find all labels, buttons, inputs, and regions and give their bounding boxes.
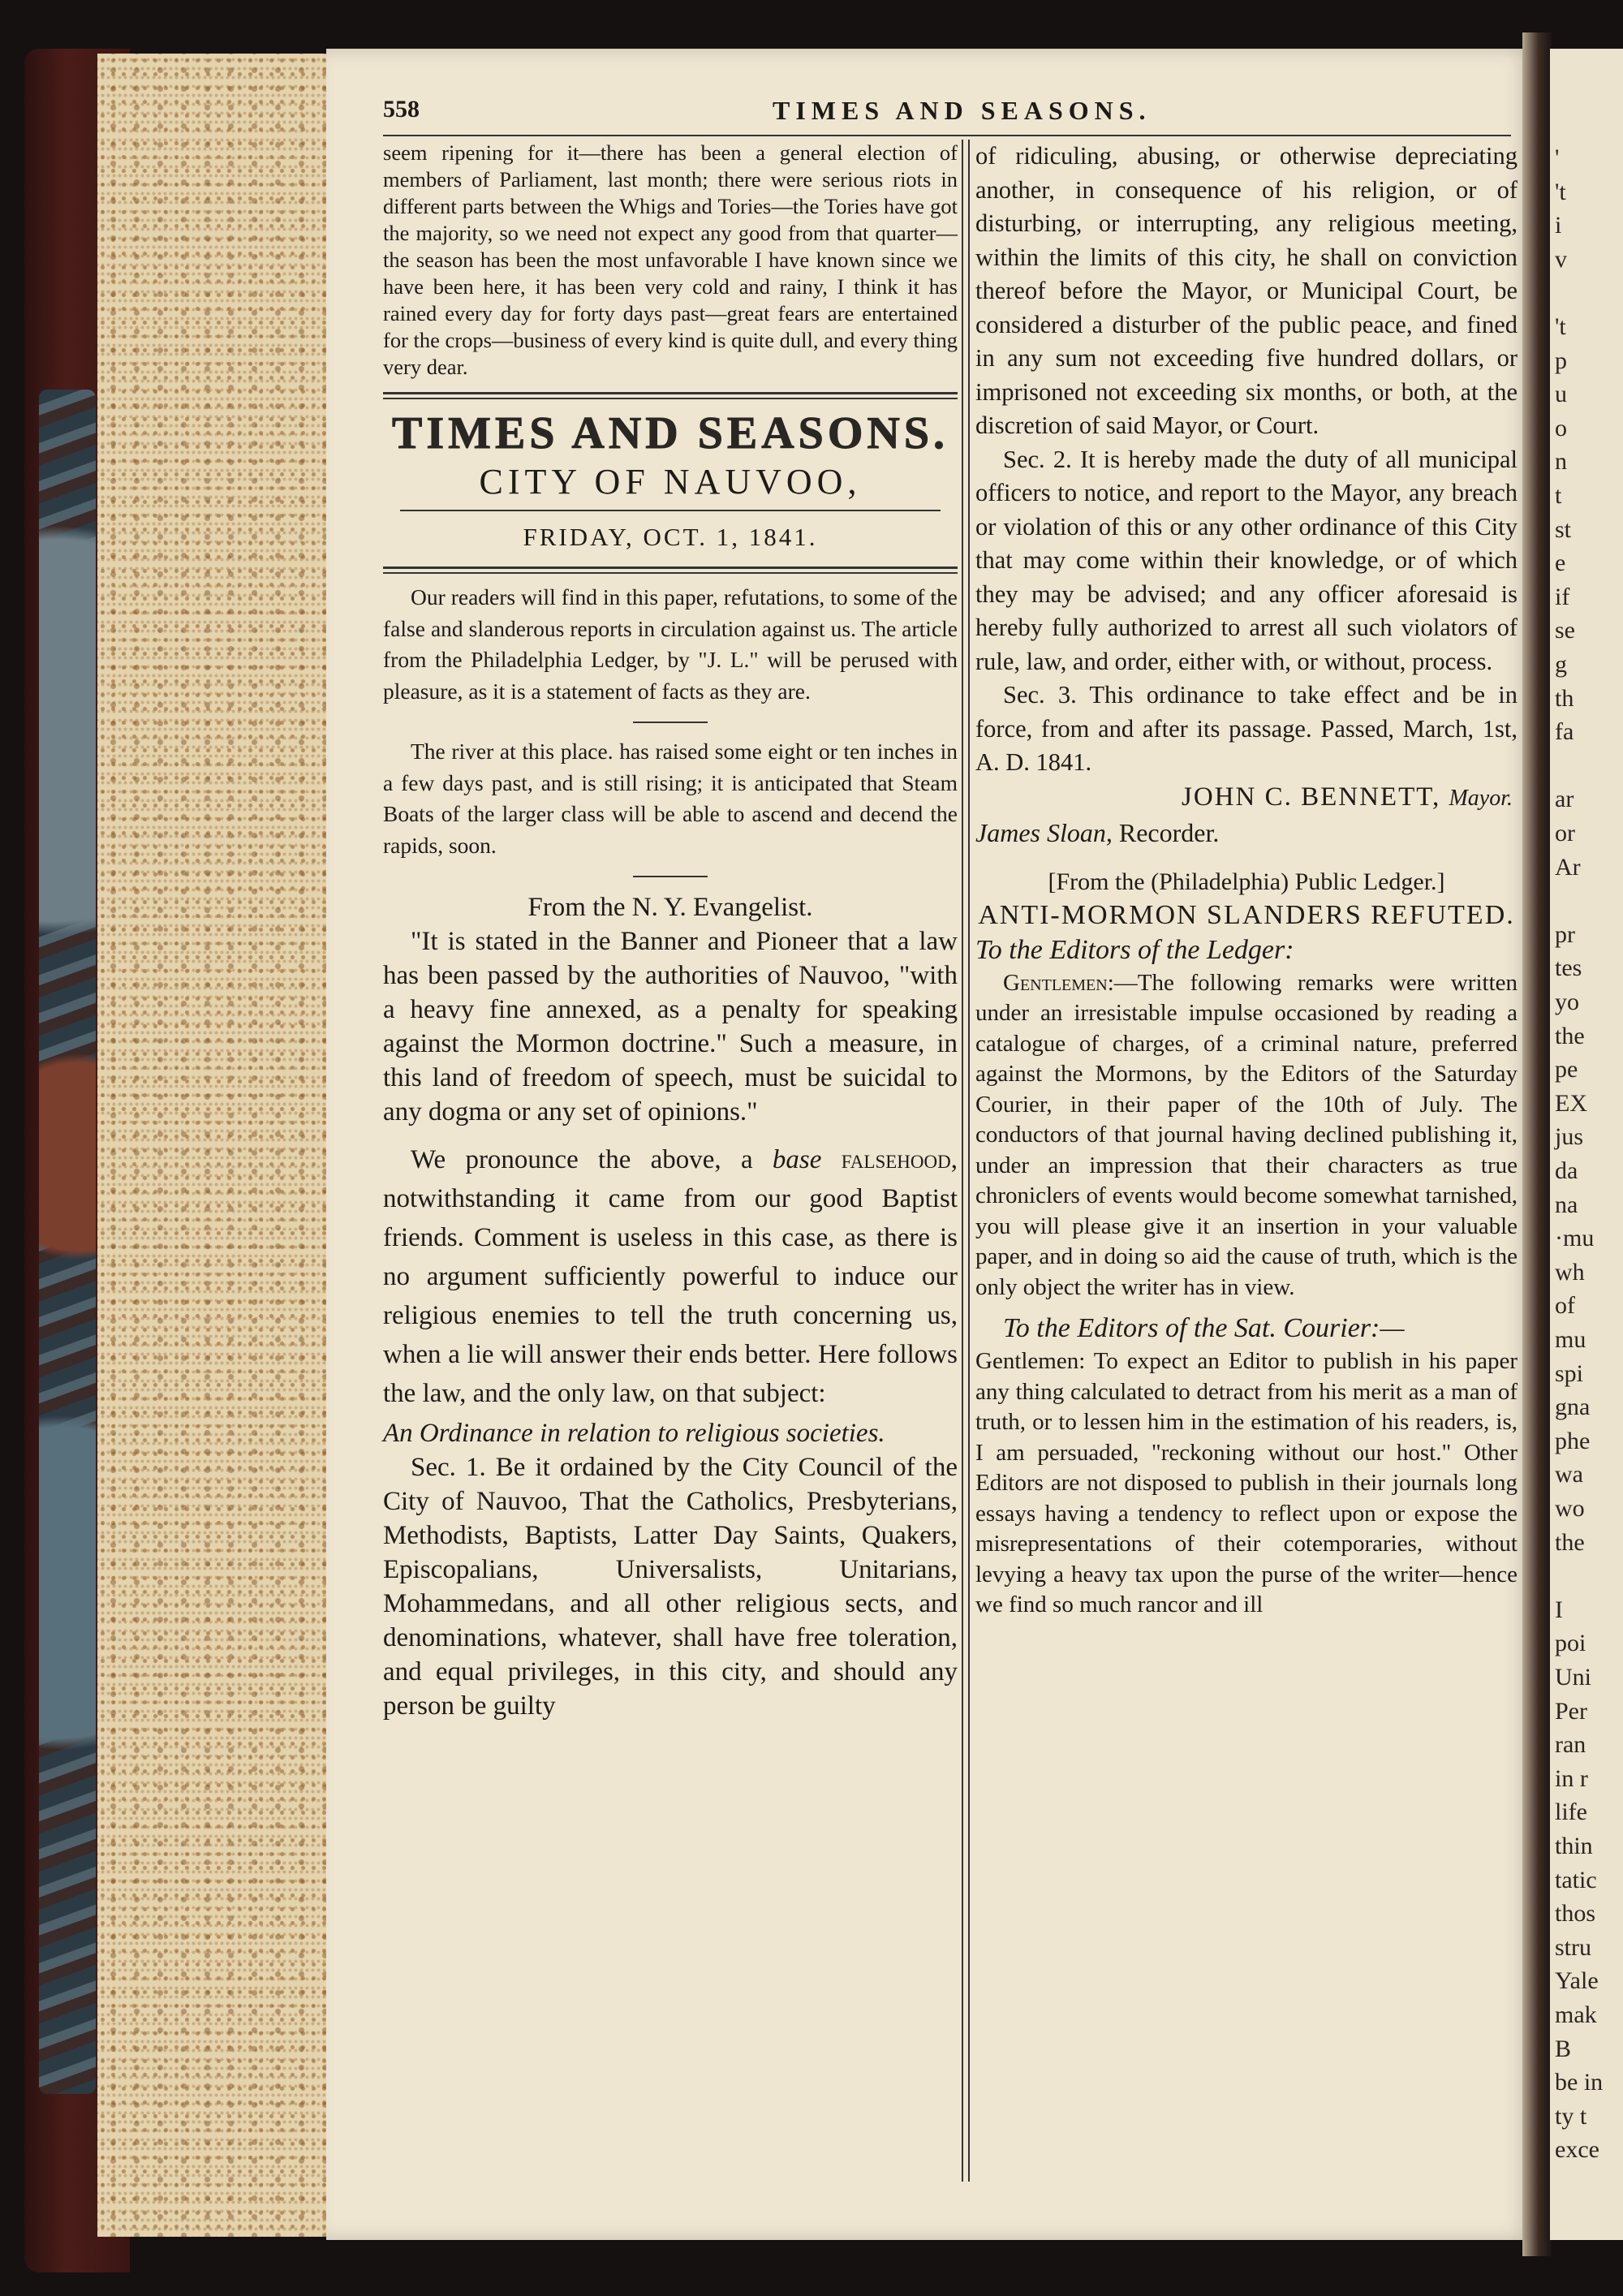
ordinance-sec-3: Sec. 3. This ordinance to take effect and be in force, from and after its passage. Passed, March, 1st, A. D. 1841. [975, 681, 1518, 776]
facing-page-fragment: na [1555, 1191, 1578, 1218]
facing-page-fragment: ty t [1555, 2102, 1587, 2130]
section-rule [633, 876, 708, 877]
facing-page-fragment: e [1555, 549, 1566, 577]
facing-page-fragment: i [1555, 212, 1562, 239]
facing-page-fragment: t [1555, 482, 1562, 509]
facing-page-fragment: exce [1555, 2136, 1599, 2164]
facing-page-fragment: stru [1555, 1933, 1591, 1961]
facing-page-fragment: the [1555, 1528, 1585, 1556]
double-rule [383, 392, 958, 399]
evangelist-quote: "It is stated in the Banner and Pioneer that a law has been passed by the authorities of Nauvoo, "with a heavy fine annexed, as a penalty for speaking against the Mormon doctrine." Such a measure, in this land of freedom of speech, must be suicidal to any dogma or any set of opinions." [383, 927, 958, 1126]
article-title: ANTI-MORMON SLANDERS REFUTED. [978, 899, 1515, 930]
courier-letter: Gentlemen: To expect an Editor to publish in his paper any thing calculated to detract from his merit as a man of truth, or to lessen him in the estimation of his readers, is, I am persuaded, "reckoning without our host." Other Editors are not disposed to publish in their journals long essays having a tendency to reflect upon or expose the misrepresentations of their cotemporaries, without levying a heavy tax upon the purse of the writer—hence we find so much rancor and ill [975, 1348, 1518, 1618]
facing-page-fragment: g [1555, 651, 1567, 678]
facing-page-fragment: of [1555, 1292, 1575, 1320]
facing-page-fragment: thos [1555, 1900, 1596, 1928]
facing-page-fragment: o [1555, 414, 1567, 442]
facing-page-fragment: be in [1555, 2069, 1604, 2096]
facing-page-fragment: spi [1555, 1359, 1584, 1387]
masthead-city: CITY OF NAUVOO, [479, 462, 862, 502]
double-rule [383, 566, 958, 574]
facing-page-fragment: B [1555, 2035, 1572, 2062]
response-falsehood: falsehood, [841, 1145, 958, 1174]
response-paragraph [383, 1140, 958, 1413]
facing-page-fragment: Yale [1555, 1967, 1599, 1995]
recorder-line [975, 816, 1518, 850]
dateline: FRIDAY, OCT. 1, 1841. [523, 523, 818, 551]
salutation-ledger: To the Editors of the Ledger: [975, 934, 1294, 965]
facing-page-fragment: mak [1555, 2001, 1597, 2028]
ordinance-sec-1-continued: of ridiculing, abusing, or otherwise depreciating another, in consequence of his religion, or of disturbing, or interrupting, any religious meeting, within the limits of this city, he shall on conviction thereof before the Mayor, or Municipal Court, be considered a disturber of the public peace, and fined in any sum not exceeding five hundred dollars, or imprisoned not exceeding six months, or both, at the discretion of said Mayor, or Court. [975, 142, 1518, 439]
facing-page-fragment: tes [1555, 954, 1582, 982]
salutation-label: Gentlemen: [1003, 969, 1114, 996]
ordinance-title: An Ordinance in relation to religious societies. [383, 1419, 885, 1448]
paragraph-readers: Our readers will find in this paper, refutations, to some of the false and slanderous reports in circulation against us. The article from the Philadelphia Ledger, by "J. L." will be perused with pleasure, as it is a statement of facts as they are. [383, 584, 958, 704]
mayor-name: JOHN C. BENNETT, [1182, 782, 1441, 812]
response-text: We pronounce the above, a [411, 1145, 753, 1174]
facing-page-fragment: wh [1555, 1258, 1585, 1286]
facing-page-fragment: wa [1555, 1461, 1583, 1488]
facing-page-fragment: Uni [1555, 1664, 1591, 1691]
facing-page-fragment: 't [1555, 178, 1566, 205]
ordinance-sec-2: Sec. 2. It is hereby made the duty of all municipal officers to notice, and report to the Mayor, any breach or violation of this or any other ordinance of this City that may come within their knowledge, or of which they may be advised; and any officer aforesaid is hereby fully authorized to arrest all such violators of rule, law, and order, either with, or without, process. [975, 445, 1518, 675]
facing-page-fragment: u [1555, 381, 1567, 408]
right-column [975, 140, 1518, 1621]
facing-page-fragment: if [1555, 583, 1570, 610]
facing-page-fragment: 't [1555, 313, 1566, 340]
facing-page-fragment: pr [1555, 920, 1575, 948]
facing-page-fragment: pe [1555, 1056, 1578, 1083]
facing-page-fragment: st [1555, 515, 1572, 543]
running-title: TIMES AND SEASONS. [773, 96, 1152, 125]
facing-page-fragment: da [1555, 1157, 1578, 1184]
running-header [383, 96, 1519, 131]
paragraph-river: The river at this place. has raised some eight or ten inches in a few days past, and is still rising; it is anticipated that Steam Boats of the larger class will be able to ascend and decend the rapids, soon. [383, 739, 958, 858]
page-number: 558 [383, 96, 420, 123]
section-rule [633, 722, 708, 723]
book-gutter [1522, 32, 1552, 2256]
masthead: TIMES AND SEASONS. [392, 408, 949, 459]
facing-page-fragment: se [1555, 617, 1575, 644]
facing-page-fragment: life [1555, 1798, 1587, 1826]
facing-page-fragment: ·mu [1555, 1225, 1595, 1252]
facing-page-fragment: phe [1555, 1427, 1591, 1454]
facing-page-fragment: tatic [1555, 1866, 1597, 1893]
facing-page-fragment: the [1555, 1022, 1585, 1049]
recorder-name: James Sloan, [975, 817, 1113, 847]
facing-page-fragment: v [1555, 245, 1567, 273]
facing-page-edge [1550, 49, 1623, 2240]
foxed-page-edge [97, 54, 328, 2237]
header-rule [383, 135, 1511, 136]
facing-page-fragment: in r [1555, 1764, 1588, 1792]
facing-page-fragment: or [1555, 820, 1575, 846]
facing-page-fragment: ' [1555, 144, 1560, 171]
letter-conclusion: seem ripening for it—there has been a general election of members of Parliament, last month; there were serious riots in different parts between the Whigs and Tories—the Tories have got the majority, so we need not expect any good from that quarter—the season has been the most unfavorable I have known since we have been here, it has been very cold and rainy, I think it has rained every day for forty days past—great fears are entertained for the crops—business of every kind is quite dull, and every thing very dear. [383, 140, 958, 379]
facing-page-fragment: thin [1555, 1833, 1593, 1859]
response-text: notwithstanding it came from our good Baptist friends. Comment is useless in this case, as there is no argument sufficiently powerful to induce our religious enemies to tell the truth concerning us, when a lie will answer their ends better. Here follows the law, and the only law, on that subject: [383, 1184, 958, 1408]
facing-page-fragment: jus [1555, 1123, 1584, 1151]
column-divider [968, 140, 970, 2182]
response-emphasis: base [772, 1145, 822, 1174]
facing-page-fragment: wo [1555, 1495, 1585, 1522]
facing-page-fragment: poi [1555, 1630, 1586, 1657]
facing-page-fragment: Per [1555, 1697, 1587, 1725]
mayor-signature [975, 780, 1518, 816]
recorder-title: Recorder. [1118, 817, 1220, 847]
facing-page-fragment: n [1555, 448, 1567, 476]
mayor-title: Mayor. [1449, 785, 1513, 811]
marbled-endpaper [39, 390, 96, 2094]
facing-page-fragment: yo [1555, 989, 1579, 1015]
facing-page-fragment: th [1555, 684, 1574, 712]
left-column [383, 140, 958, 1723]
facing-page-fragment: fa [1555, 718, 1574, 746]
facing-page-fragment: ran [1555, 1731, 1586, 1759]
rule [400, 510, 941, 511]
evangelist-source: From the N. Y. Evangelist. [527, 893, 813, 922]
salutation-courier: To the Editors of the Sat. Courier:— [1003, 1313, 1405, 1343]
ledger-letter [975, 968, 1518, 1303]
ordinance-sec-1: Sec. 1. Be it ordained by the City Council of the City of Nauvoo, That the Catholics, Presbyterians, Methodists, Baptists, Latter Day Saints, Quakers, Episcopalians, Universalists, Unitarians, Mohammedans, and all other religious sects, and denominations, whatever, shall have free toleration, and equal privileges, in this city, and should any person be guilty [383, 1453, 958, 1721]
facing-page-fragment: p [1555, 347, 1567, 374]
facing-page-fragment: EX [1555, 1089, 1587, 1117]
facing-page-fragment: mu [1555, 1326, 1586, 1353]
ledger-letter-text: —The following remarks were written under an irresistable impulse occasioned by reading a catalogue of charges, of a criminal nature, preferred against the Mormons, by the Editors of the Saturday Courier, in their paper of the 10th of July. The conductors of that journal having declined publishing it, under an impression that their characters as true chroniclers of events would become somewhat tarnished, you will please give it an insertion in your valuable paper, and in doing so aid the cause of truth, which is the only object the writer has in view. [975, 969, 1518, 1300]
facing-page-fragment: I [1555, 1596, 1563, 1623]
facing-page-fragment: ar [1555, 786, 1574, 813]
facing-page-fragment: gna [1555, 1394, 1591, 1421]
ledger-source: [From the (Philadelphia) Public Ledger.] [1048, 868, 1445, 895]
column-divider [962, 140, 963, 2182]
facing-page-fragment: Ar [1555, 853, 1581, 881]
